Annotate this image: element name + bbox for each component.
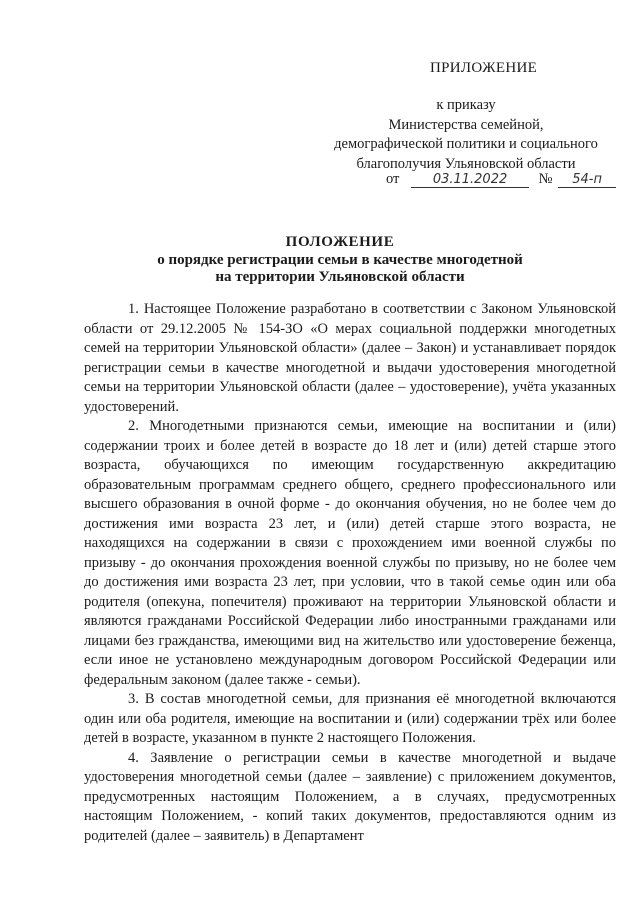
order-number: 54-п <box>558 172 616 188</box>
order-line: к приказу <box>436 97 496 113</box>
title-subtitle: на территории Ульяновской области <box>215 269 465 285</box>
paragraph: 4. Заявление о регистрации семьи в качестве многодетной и выдаче удостоверения многодетной семьи (далее – заявление) с приложением документов, предусмотренных настоящим Положением, а в случаях, предусмотренных настоящим Положением, - копий таких документов, предоставляются одним из родителей (далее – заявитель) в Департамент <box>84 749 616 844</box>
order-date-line <box>386 171 616 188</box>
order-reference <box>320 96 612 174</box>
paragraph: 2. Многодетными признаются семьи, имеющие на воспитании и (или) содержании троих и более детей в возрасте до 18 лет и (или) детей старше этого возраста, обучающихся по имеющим государственную аккредитацию образовательным программам среднего общего, среднего профессионального или высшего образования в очной форме - до окончания обучения, но не более чем до достижения ими возраста 23 лет, и (или) детей старше этого возраста, не находящихся на содержании в связи с прохождением ими военной службы по призыву - до окончания прохождения военной службы по призыву, но не более чем до достижения ими возраста 23 лет, при условии, что в такой семье один или оба родителя (опекуна, попечителя) проживают на территории Ульяновской области и являются гражданами Российской Федерации либо иностранными гражданами или лицами без гражданства, имеющими вид на жительство или удостоверение беженца, если иное не установлено международным договором Российской Федерации или федеральным законом (далее также - семьи). <box>84 418 616 688</box>
order-line: демографической политики и социального <box>334 136 598 152</box>
document-title <box>40 234 640 286</box>
appendix-heading: ПРИЛОЖЕНИЕ <box>430 60 538 76</box>
paragraph: 3. В состав многодетной семьи, для признания её многодетной включаются один или оба родителя, имеющие на воспитании и (или) содержании трёх или более детей в возрасте, указанном в пункте 2 настоящего Положения. <box>84 691 616 746</box>
paragraph: 1. Настоящее Положение разработано в соответствии с Законом Ульяновской области от 29.12.2005 № 154-ЗО «О мерах социальной поддержки многодетных семей на территории Ульяновской области» (далее – Закон) и устанавливает порядок регистрации семьи в качестве многодетной и выдачи удостоверения многодетной семьи на территории Ульяновской области (далее – удостоверение), учёта указанных удостоверений. <box>84 301 616 415</box>
order-line: Министерства семейной, <box>388 116 544 133</box>
number-sign: № <box>538 171 553 187</box>
order-line: благополучия Ульяновской области <box>356 155 576 172</box>
title-main: ПОЛОЖЕНИЕ <box>285 234 395 250</box>
document-body <box>84 300 616 846</box>
date-prefix: от <box>386 171 400 187</box>
title-subtitle: о порядке регистрации семьи в качестве многодетной <box>157 252 523 268</box>
order-date: 03.11.2022 <box>411 172 529 188</box>
